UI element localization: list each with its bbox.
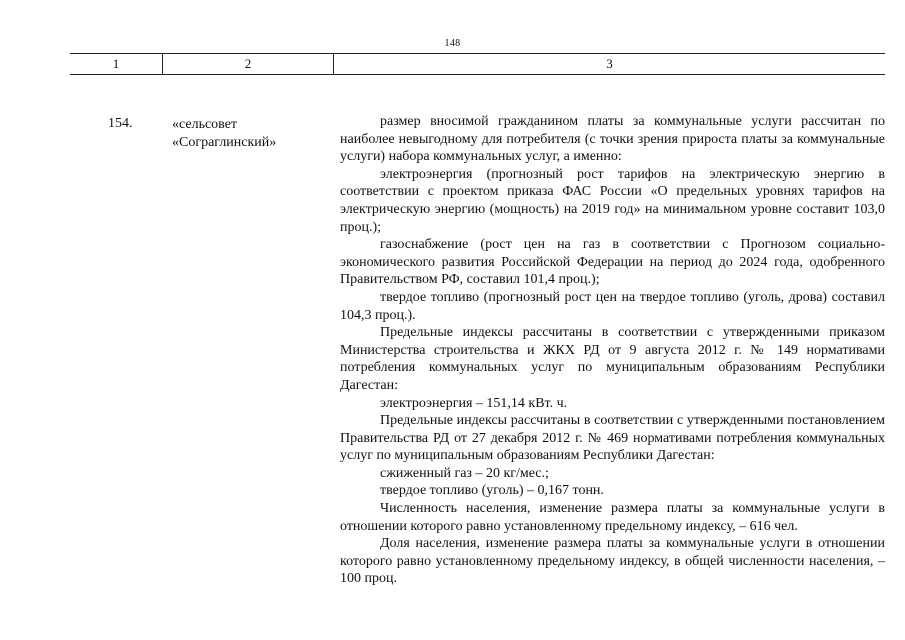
- column-header-row: [70, 53, 885, 75]
- paragraph-population-count: Численность населения, изменение размера платы за коммунальные услуги в отношении которого равно установленному предельному индексу, – 616 чел.: [340, 501, 885, 534]
- column-header-2: 2: [163, 54, 334, 74]
- paragraph-electricity-norm: электроэнергия – 151,14 кВт. ч.: [380, 395, 568, 411]
- paragraph-coal-norm: твердое топливо (уголь) – 0,167 тонн.: [380, 483, 604, 499]
- paragraph-intro: размер вносимой гражданином платы за коммунальные услуги рассчитан по наиболее невыгодному для потребителя (с точки зрения прироста платы за коммунальные услуги) набора коммунальных услуг, а именно:: [340, 114, 885, 165]
- page-number: 148: [444, 38, 461, 49]
- paragraph-liquefied-gas-norm: сжиженный газ – 20 кг/мес.;: [380, 465, 549, 481]
- paragraph-indices-resolution-469: Предельные индексы рассчитаны в соответствии с утвержденными постановлением Правительства РД от 27 декабря 2012 г. № 469 нормативами потребления коммунальных услуг по муниципальным образованиям Республики Дагестан:: [340, 413, 885, 464]
- column-header-3: 3: [606, 56, 613, 71]
- entry-number: 154.: [108, 116, 133, 131]
- municipality-name-line-2: «Сограглинский»: [172, 134, 277, 150]
- paragraph-indices-order-149: Предельные индексы рассчитаны в соответствии с утвержденными приказом Министерства строительства и ЖКХ РД от 9 августа 2012 г. № 149 нормативами потребления коммунальных услуг по муниципальным образованиям Республики Дагестан:: [340, 325, 885, 393]
- entry-description: [340, 113, 885, 588]
- municipality-name-line-1: «сельсовет: [172, 117, 238, 132]
- paragraph-population-share: Доля населения, изменение размера платы за коммунальные услуги в отношении которого равно установленному предельному индексу, в общей численности населения, – 100 проц.: [340, 536, 885, 587]
- municipality-name: [172, 116, 276, 151]
- paragraph-electricity: электроэнергия (прогнозный рост тарифов на электрическую энергию в соответствии с проектом приказа ФАС России «О предельных уровнях тарифов на электрическую энергию (мощность) на 2019 год» на минимальном уровне составит 103,0 проц.);: [340, 166, 885, 235]
- paragraph-gas: газоснабжение (рост цен на газ в соответствии с Прогнозом социально-экономического развития Российской Федерации на период до 2024 года, одобренного Правительством РФ, составил 101,4 проц.);: [340, 237, 885, 288]
- column-header-1: 1: [70, 54, 163, 74]
- paragraph-solid-fuel: твердое топливо (прогнозный рост цен на твердое топливо (уголь, дрова) составил 104,3 проц.).: [340, 289, 885, 323]
